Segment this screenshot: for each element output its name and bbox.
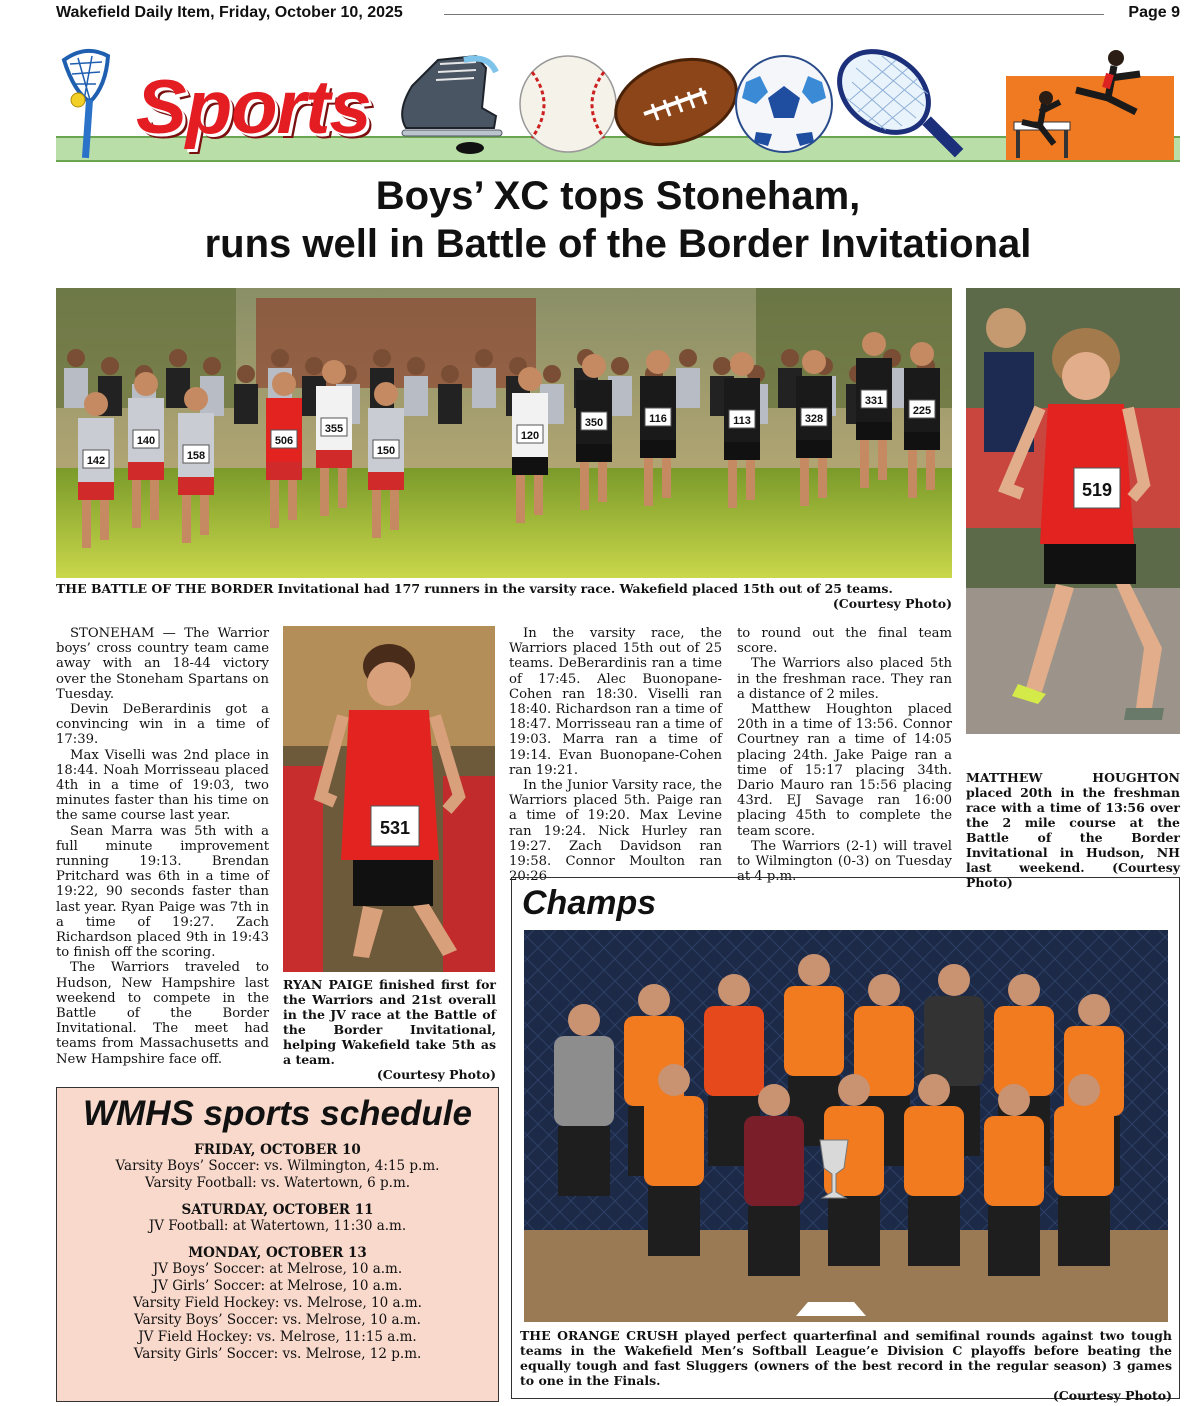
article-paragraph: The Warriors (2-1) will travel to Wilmington (0-3) on Tuesday at 4 p.m.: [737, 838, 952, 885]
player-head: [998, 1084, 1030, 1116]
sports-title: Sports: [136, 65, 371, 150]
runner-head: [134, 372, 158, 396]
champs-caption-text: THE ORANGE CRUSH played perfect quarterfinal and semifinal rounds against two tough teams in the Wakefield Men’s Softball League’e Division C playoffs before beating the equally tough and fast Sluggers (owners of the best record in the regular season) 3 games to one in the Finals.: [520, 1328, 1172, 1388]
page-number: Page 9: [1128, 4, 1180, 21]
runner-bib-number: 328: [804, 413, 824, 425]
runner-head: [518, 367, 542, 391]
runner-shorts: [368, 472, 404, 490]
player-pants: [558, 1126, 610, 1196]
runner-shorts: [128, 462, 164, 480]
header-rule: [444, 14, 1104, 15]
runner-bib-number: 225: [912, 405, 932, 417]
sports-banner: [56, 42, 1180, 164]
track-hurdler-icon: [1006, 50, 1174, 160]
team-photo-illustration: [524, 930, 1168, 1322]
runner-head: [84, 392, 108, 416]
article-paragraph: Max Viselli was 2nd place in 18:44. Noah Morrisseau placed 4th in a time of 19:03, two minutes faster than his time on the same course last year.: [56, 747, 269, 824]
player-head: [838, 1074, 870, 1106]
runner-bib-number: 355: [324, 423, 344, 435]
player-shirt: [554, 1036, 614, 1126]
crowd-runner-head: [407, 357, 425, 375]
runner-bib-number: 140: [136, 435, 156, 447]
runner-head: [374, 382, 398, 406]
runner-shorts: [796, 440, 832, 458]
runner-bib-number: 142: [86, 455, 106, 467]
article-paragraph: to round out the final team score.: [737, 626, 952, 657]
runner-head: [862, 332, 886, 356]
schedule-event: Varsity Girls’ Soccer: vs. Melrose, 12 p.m.: [133, 1346, 422, 1362]
crowd-runner-head: [203, 357, 221, 375]
runner-leg: [860, 440, 869, 488]
player-head: [568, 1004, 600, 1036]
player-head: [1068, 1074, 1100, 1106]
player-shirt: [904, 1106, 964, 1196]
runner-head: [802, 350, 826, 374]
runner-leg: [598, 462, 607, 502]
runner-leg: [82, 500, 91, 548]
player-shirt: [1054, 1106, 1114, 1196]
runner-leg: [182, 495, 191, 543]
article-headline: [56, 172, 1180, 268]
headline-line-2: runs well in Battle of the Border Invitational: [204, 222, 1032, 266]
article-column-2: [509, 626, 722, 884]
runner-head: [322, 360, 346, 384]
champs-title: Champs: [522, 884, 657, 922]
schedule-day-heading: FRIDAY, OCTOBER 10: [194, 1142, 361, 1158]
runner-head: [582, 354, 606, 378]
schedule-event: JV Girls’ Soccer: at Melrose, 10 a.m.: [152, 1278, 403, 1294]
crowd-runner-head: [713, 357, 731, 375]
sports-schedule-box: [56, 1087, 499, 1402]
runner-head: [272, 372, 296, 396]
article-paragraph: In the Junior Varsity race, the Warriors placed 5th. Paige ran a time of 19:20. Max Levine ran 19:24. Nick Hurley ran 19:27. Zach Davidson ran 19:58. Connor Moulton ran 20:26: [509, 778, 722, 885]
crowd-runner-head: [101, 357, 119, 375]
player-shirt: [984, 1116, 1044, 1206]
player-head: [918, 1074, 950, 1106]
runner-head: [184, 387, 208, 411]
runner-shorts: [904, 432, 940, 450]
lacrosse-stick-icon: [64, 51, 108, 158]
player-shirt: [704, 1006, 764, 1096]
crowd-runner-head: [305, 357, 323, 375]
runner-leg: [150, 480, 159, 520]
runner-bib-number: 158: [186, 450, 206, 462]
paige-caption-text: RYAN PAIGE finished first for the Warriors and 21st overall in the JV race at the Battle of the Border Invitational, helping Wakefield take 5th as a team.: [283, 977, 496, 1067]
runner-head: [730, 352, 754, 376]
varsity-caption-credit: (Courtesy Photo): [832, 596, 952, 611]
champs-box: [511, 877, 1180, 1403]
runner-leg: [878, 440, 887, 480]
crowd-runner-head: [67, 349, 85, 367]
runner-leg: [800, 458, 809, 506]
article-column-1: [56, 626, 269, 1067]
runner-shorts: [266, 462, 302, 480]
runner-shorts: [78, 482, 114, 500]
paige-photo: [283, 626, 495, 972]
runner-shorts: [856, 422, 892, 440]
runner-leg: [746, 460, 755, 500]
article-column-3: [737, 626, 952, 884]
runner-leg: [818, 458, 827, 498]
runner-bib-number: 116: [649, 413, 667, 425]
player-head: [938, 964, 970, 996]
champs-caption: [520, 1328, 1172, 1403]
runner-shorts: [178, 477, 214, 495]
publication-line: Wakefield Daily Item, Friday, October 10, 2025: [56, 4, 403, 21]
schedule-list: [57, 1142, 498, 1363]
article-paragraph: Devin DeBerardinis got a convincing win in a time of 17:39.: [56, 702, 269, 748]
player-head: [1078, 994, 1110, 1026]
crowd-runner-body: [438, 384, 462, 424]
headline-line-1: Boys’ XC tops Stoneham,: [375, 174, 861, 218]
football-icon: [605, 45, 748, 159]
runner-bib-number: 331: [864, 395, 884, 407]
runner-leg: [288, 480, 297, 520]
runner-bib-number: 350: [584, 417, 604, 429]
runner-shorts: [316, 450, 352, 468]
runner-leg: [926, 450, 935, 490]
player-pants: [748, 1206, 800, 1276]
crowd-runner-head: [169, 349, 187, 367]
runner-leg: [270, 480, 279, 528]
runner-bib-number: 120: [520, 430, 540, 442]
player-head: [798, 954, 830, 986]
runner-bib-number: 113: [733, 415, 751, 427]
crowd-runner-head: [373, 349, 391, 367]
schedule-title: WMHS sports schedule: [83, 1094, 472, 1133]
player-pants: [828, 1196, 880, 1266]
runner-leg: [100, 500, 109, 540]
player-head: [868, 974, 900, 1006]
tennis-racket-icon: [824, 42, 963, 157]
varsity-race-illustration: [56, 288, 952, 578]
player-head: [658, 1064, 690, 1096]
runner-shorts: [512, 457, 548, 475]
runner-leg: [908, 450, 917, 498]
hockey-skate-icon: [402, 56, 502, 154]
houghton-caption: MATTHEW HOUGHTON placed 20th in the freshman race with a time of 13:56 over the 2 mile course at the Battle of the Border Invitational in Hudson, NH last weekend. (Courtesy Photo): [966, 770, 1180, 890]
runner-leg: [200, 495, 209, 535]
runner-leg: [132, 480, 141, 528]
crowd-runner-body: [676, 368, 700, 408]
team-photo: [524, 930, 1168, 1322]
champs-caption-credit: (Courtesy Photo): [1052, 1388, 1172, 1403]
player-pants: [908, 1196, 960, 1266]
paige-bib-number: 531: [379, 818, 411, 838]
schedule-event: Varsity Boys’ Soccer: vs. Wilmington, 4:15 p.m.: [115, 1158, 440, 1174]
runner-leg: [338, 468, 347, 508]
runner-leg: [372, 490, 381, 538]
player-shirt: [924, 996, 984, 1086]
schedule-event: JV Boys’ Soccer: at Melrose, 10 a.m.: [152, 1261, 403, 1277]
player-shirt: [744, 1116, 804, 1206]
player-pants: [648, 1186, 700, 1256]
varsity-photo-caption: [56, 581, 952, 611]
page-header: [56, 4, 1180, 26]
schedule-event: Varsity Football: vs. Watertown, 6 p.m.: [144, 1175, 411, 1191]
paige-caption-credit: (Courtesy Photo): [376, 1067, 496, 1082]
runner-shorts: [640, 440, 676, 458]
schedule-event: JV Field Hockey: vs. Melrose, 11:15 a.m.: [138, 1329, 417, 1345]
houghton-photo: [966, 288, 1180, 734]
article-paragraph: The Warriors also placed 5th in the freshman race. They ran a distance of 2 miles.: [737, 656, 952, 702]
player-pants: [1058, 1196, 1110, 1266]
crowd-runner-body: [404, 376, 428, 416]
runner-bib-number: 150: [376, 445, 396, 457]
paige-illustration: [283, 626, 495, 972]
player-head: [1008, 974, 1040, 1006]
houghton-illustration: [966, 288, 1180, 734]
crowd-runner-body: [472, 368, 496, 408]
crowd-runner-head: [781, 349, 799, 367]
player-head: [758, 1084, 790, 1116]
runner-head: [910, 342, 934, 366]
varsity-race-photo: [56, 288, 952, 578]
crowd-runner-head: [271, 349, 289, 367]
schedule-day-heading: SATURDAY, OCTOBER 11: [181, 1202, 374, 1218]
player-shirt: [784, 986, 844, 1076]
runner-leg: [390, 490, 399, 530]
baseball-icon: [520, 56, 616, 152]
runner-leg: [534, 475, 543, 515]
player-head: [718, 974, 750, 1006]
article-paragraph: Sean Marra was 5th with a full minute improvement running 19:13. Brendan Pritchard was 6th in a time of 19:22, 90 seconds faster than last year. Ryan Paige was 7th in a time of 19:27. Zach Richardson placed 9th in 19:43 to finish off the scoring.: [56, 823, 269, 961]
player-head: [638, 984, 670, 1016]
houghton-bib-number: 519: [1081, 480, 1113, 500]
runner-leg: [320, 468, 329, 516]
runner-leg: [580, 462, 589, 510]
crowd-runner-head: [679, 349, 697, 367]
player-shirt: [1064, 1026, 1124, 1116]
runner-leg: [728, 460, 737, 508]
crowd-runner-head: [475, 349, 493, 367]
article-paragraph: The Warriors traveled to Hudson, New Hampshire last weekend to compete in the Battle of the Border Invitational. The meet had teams from Massachusetts and New Hampshire face off.: [56, 960, 269, 1067]
player-shirt: [994, 1006, 1054, 1096]
runner-bib-number: 506: [274, 435, 294, 447]
schedule-event: JV Football: at Watertown, 11:30 a.m.: [148, 1218, 407, 1234]
varsity-caption-text: THE BATTLE OF THE BORDER Invitational had 177 runners in the varsity race. Wakefield placed 15th out of 25 teams.: [56, 581, 893, 596]
article-paragraph: STONEHAM — The Warrior boys’ cross country team came away with an 18-44 victory over the Stoneham Spartans on Tuesday.: [56, 626, 269, 702]
crowd-runner-head: [237, 365, 255, 383]
player-pants: [988, 1206, 1040, 1276]
crowd-runner-head: [441, 365, 459, 383]
runner-leg: [644, 458, 653, 506]
paige-caption: [283, 977, 496, 1082]
crowd-runner-head: [543, 365, 561, 383]
article-paragraph: In the varsity race, the Warriors placed 15th out of 25 teams. DeBerardinis ran a time of 17:45. Alec Buonopane-Cohen ran 18:30. Viselli ran 18:40. Richardson ran a time of 18:47. Morrisseau ran a time of 19:03. Marra ran a time of 19:14. Evan Buonopane-Cohen ran 19:21.: [509, 626, 722, 778]
runner-shorts: [576, 444, 612, 462]
player-shirt: [644, 1096, 704, 1186]
schedule-day-heading: MONDAY, OCTOBER 13: [188, 1245, 367, 1261]
schedule-event: Varsity Boys’ Soccer: vs. Melrose, 10 a.m.: [134, 1312, 421, 1328]
soccer-ball-icon: [736, 56, 832, 152]
runner-leg: [662, 458, 671, 498]
schedule-event: Varsity Field Hockey: vs. Melrose, 10 a.m.: [133, 1295, 422, 1311]
runner-leg: [516, 475, 525, 523]
runner-head: [646, 350, 670, 374]
article-paragraph: Matthew Houghton placed 20th in a time of 13:56. Connor Courtney ran a time of 14:05 placing 24th. Jake Paige ran a time of 15:17 placing 34th. Dario Mauro ran 15:56 placing 43rd. EJ Savage ran 16:00 placing 45th to complete the team score.: [737, 702, 952, 839]
runner-shorts: [724, 442, 760, 460]
crowd-runner-head: [611, 357, 629, 375]
crowd-runner-body: [234, 384, 258, 424]
